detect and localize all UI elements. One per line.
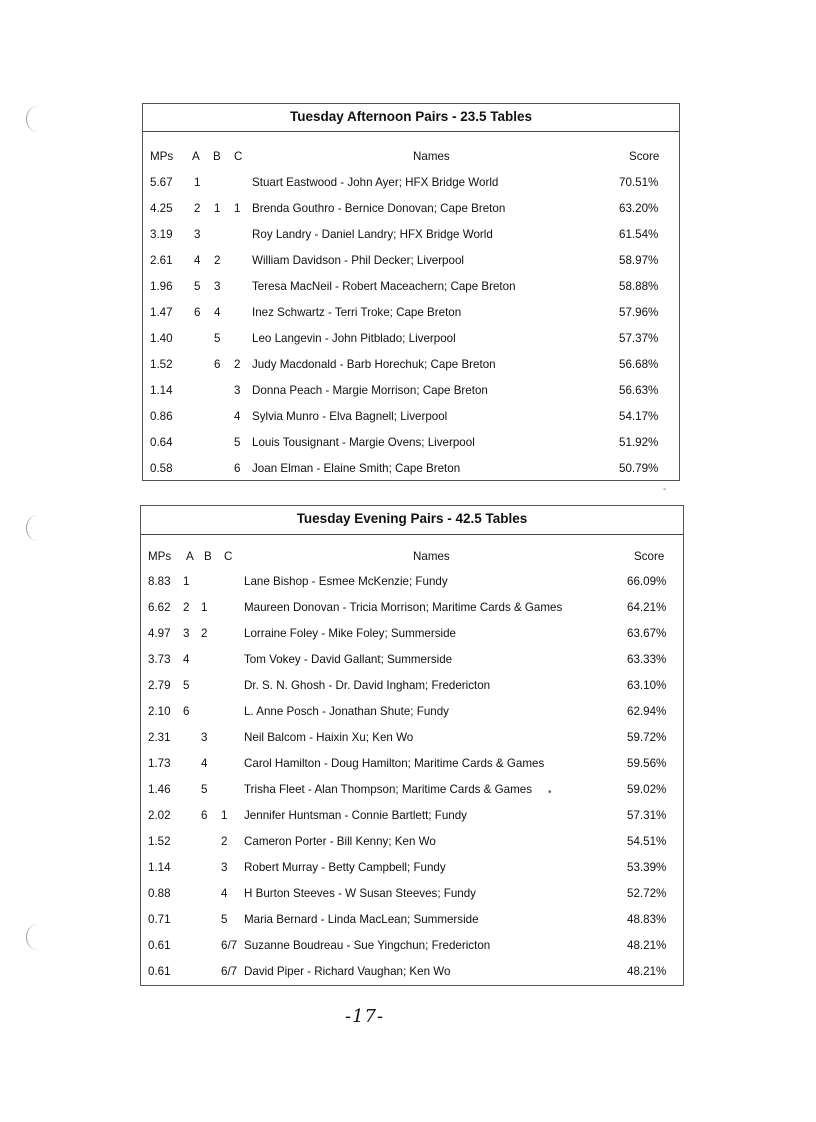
evening-result-row (141, 780, 683, 800)
b-rank-cell: 1 (214, 202, 221, 215)
score-cell: 58.97% (619, 254, 659, 267)
a-rank-cell: 5 (194, 280, 201, 293)
a-rank-cell: 4 (194, 254, 201, 267)
evening-result-row (141, 806, 683, 826)
b-rank-cell: 4 (214, 306, 221, 319)
afternoon-result-row (143, 173, 679, 193)
b-rank-cell: 6 (201, 809, 208, 822)
mps-cell: 1.96 (150, 280, 173, 293)
score-cell: 61.54% (619, 228, 659, 241)
evening-result-row (141, 884, 683, 904)
evening-title-rule (141, 534, 683, 535)
mps-cell: 2.10 (148, 705, 171, 718)
evening-title: Tuesday Evening Pairs - 42.5 Tables (296, 511, 528, 526)
a-rank-cell: 2 (194, 202, 201, 215)
c-rank-cell: 6 (234, 462, 241, 475)
c-rank-cell: 6/7 (221, 965, 238, 978)
score-cell: 57.31% (627, 809, 667, 822)
score-cell: 57.96% (619, 306, 659, 319)
afternoon-result-row (143, 407, 679, 427)
evening-results-panel (140, 505, 684, 986)
c-rank-cell: 3 (234, 384, 241, 397)
mps-cell: 1.73 (148, 757, 171, 770)
score-cell: 58.88% (619, 280, 659, 293)
afternoon-title: Tuesday Afternoon Pairs - 23.5 Tables (289, 109, 533, 124)
score-cell: 52.72% (627, 887, 667, 900)
b-rank-cell: 2 (201, 627, 208, 640)
c-rank-cell: 1 (234, 202, 241, 215)
evening-result-row (141, 962, 683, 982)
c-rank-cell: 5 (234, 436, 241, 449)
score-cell: 63.67% (627, 627, 667, 640)
b-header: B (204, 550, 212, 563)
mps-cell: 0.61 (148, 939, 171, 952)
names-header: Names (413, 150, 450, 163)
pair-names-cell: Louis Tousignant - Margie Ovens; Liverpool (252, 436, 475, 449)
c-rank-cell: 5 (221, 913, 228, 926)
score-cell: 59.72% (627, 731, 667, 744)
c-rank-cell: 1 (221, 809, 228, 822)
pair-names-cell: Brenda Gouthro - Bernice Donovan; Cape Breton (252, 202, 506, 215)
mps-cell: 6.62 (148, 601, 171, 614)
c-rank-cell: 3 (221, 861, 228, 874)
mps-cell: 2.79 (148, 679, 171, 692)
score-cell: 62.94% (627, 705, 667, 718)
c-rank-cell: 2 (221, 835, 228, 848)
b-rank-cell: 4 (201, 757, 208, 770)
b-rank-cell: 3 (214, 280, 221, 293)
score-cell: 64.21% (627, 601, 667, 614)
score-cell: 63.33% (627, 653, 667, 666)
pair-names-cell: Dr. S. N. Ghosh - Dr. David Ingham; Fredericton (244, 679, 491, 692)
mps-cell: 0.58 (150, 462, 173, 475)
mps-cell: 4.97 (148, 627, 171, 640)
punch-hole-top (26, 106, 49, 132)
c-rank-cell: 2 (234, 358, 241, 371)
pair-names-cell: Cameron Porter - Bill Kenny; Ken Wo (244, 835, 436, 848)
b-rank-cell: 5 (214, 332, 221, 345)
scan-speck: - (663, 484, 667, 495)
a-rank-cell: 3 (183, 627, 190, 640)
punch-hole-middle (26, 515, 49, 541)
afternoon-result-row (143, 277, 679, 297)
page-number: -17- (345, 1006, 385, 1027)
score-cell: 54.51% (627, 835, 667, 848)
a-rank-cell: 3 (194, 228, 201, 241)
a-rank-cell: 4 (183, 653, 190, 666)
punch-hole-bottom (26, 924, 49, 950)
pair-names-cell: David Piper - Richard Vaughan; Ken Wo (244, 965, 451, 978)
c-rank-cell: 4 (221, 887, 228, 900)
pair-names-cell: Joan Elman - Elaine Smith; Cape Breton (252, 462, 461, 475)
pair-names-cell: H Burton Steeves - W Susan Steeves; Fundy (244, 887, 476, 900)
score-cell: 66.09% (627, 575, 667, 588)
score-cell: 48.21% (627, 939, 667, 952)
a-rank-cell: 6 (183, 705, 190, 718)
mps-cell: 1.47 (150, 306, 173, 319)
a-rank-cell: 5 (183, 679, 190, 692)
afternoon-result-row (143, 251, 679, 271)
evening-result-row (141, 832, 683, 852)
b-header: B (213, 150, 221, 163)
mps-cell: 0.64 (150, 436, 173, 449)
mps-cell: 1.52 (148, 835, 171, 848)
a-header: A (192, 150, 200, 163)
mps-cell: 8.83 (148, 575, 171, 588)
mps-cell: 1.46 (148, 783, 171, 796)
evening-result-row (141, 676, 683, 696)
score-cell: 63.10% (627, 679, 667, 692)
afternoon-result-row (143, 329, 679, 349)
mps-cell: 0.71 (148, 913, 171, 926)
pair-names-cell: Carol Hamilton - Doug Hamilton; Maritime Cards & Games (244, 757, 545, 770)
evening-result-row (141, 858, 683, 878)
score-cell: 48.83% (627, 913, 667, 926)
pair-names-cell: Tom Vokey - David Gallant; Summerside (244, 653, 453, 666)
afternoon-result-row (143, 433, 679, 453)
mps-cell: 0.88 (148, 887, 171, 900)
pair-names-cell: Jennifer Huntsman - Connie Bartlett; Fundy (244, 809, 467, 822)
a-header: A (186, 550, 194, 563)
mps-cell: 4.25 (150, 202, 173, 215)
score-header: Score (629, 150, 660, 163)
afternoon-result-row (143, 225, 679, 245)
mps-cell: 1.14 (148, 861, 171, 874)
evening-result-row (141, 936, 683, 956)
pair-names-cell: Lorraine Foley - Mike Foley; Summerside (244, 627, 456, 640)
mps-cell: 3.19 (150, 228, 173, 241)
pair-names-cell: William Davidson - Phil Decker; Liverpool (252, 254, 464, 267)
pair-names-cell: Teresa MacNeil - Robert Maceachern; Cape Breton (252, 280, 516, 293)
mps-header: MPs (150, 150, 174, 163)
evening-result-row (141, 572, 683, 592)
score-cell: 57.37% (619, 332, 659, 345)
pair-names-cell: Suzanne Boudreau - Sue Yingchun; Fredericton (244, 939, 491, 952)
score-cell: 50.79% (619, 462, 659, 475)
b-rank-cell: 1 (201, 601, 208, 614)
pair-names-cell: Maria Bernard - Linda MacLean; Summerside (244, 913, 479, 926)
evening-result-row (141, 650, 683, 670)
a-rank-cell: 1 (194, 176, 201, 189)
score-cell: 56.63% (619, 384, 659, 397)
score-cell: 59.56% (627, 757, 667, 770)
score-cell: 63.20% (619, 202, 659, 215)
pair-names-cell: Maureen Donovan - Tricia Morrison; Maritime Cards & Games (244, 601, 563, 614)
afternoon-result-row (143, 199, 679, 219)
score-cell: 70.51% (619, 176, 659, 189)
c-rank-cell: 6/7 (221, 939, 238, 952)
evening-result-row (141, 598, 683, 618)
evening-result-row (141, 754, 683, 774)
evening-result-row (141, 624, 683, 644)
mps-header: MPs (148, 550, 172, 563)
score-cell: 56.68% (619, 358, 659, 371)
pair-names-cell: Trisha Fleet - Alan Thompson; Maritime Cards & Games (244, 783, 533, 796)
score-cell: 48.21% (627, 965, 667, 978)
a-rank-cell: 6 (194, 306, 201, 319)
pair-names-cell: Judy Macdonald - Barb Horechuk; Cape Breton (252, 358, 496, 371)
pair-names-cell: Lane Bishop - Esmee McKenzie; Fundy (244, 575, 448, 588)
c-header: C (234, 150, 243, 163)
score-cell: 53.39% (627, 861, 667, 874)
a-rank-cell: 2 (183, 601, 190, 614)
pair-names-cell: Stuart Eastwood - John Ayer; HFX Bridge World (252, 176, 499, 189)
evening-result-row (141, 702, 683, 722)
score-header: Score (634, 550, 665, 563)
pair-names-cell: Inez Schwartz - Terri Troke; Cape Breton (252, 306, 462, 319)
afternoon-header-row (143, 147, 679, 167)
afternoon-result-row (143, 459, 679, 479)
afternoon-result-row (143, 381, 679, 401)
scan-speck: • (548, 787, 552, 798)
pair-names-cell: Roy Landry - Daniel Landry; HFX Bridge World (252, 228, 493, 241)
c-rank-cell: 4 (234, 410, 241, 423)
mps-cell: 1.14 (150, 384, 173, 397)
pair-names-cell: L. Anne Posch - Jonathan Shute; Fundy (244, 705, 449, 718)
b-rank-cell: 6 (214, 358, 221, 371)
pair-names-cell: Sylvia Munro - Elva Bagnell; Liverpool (252, 410, 448, 423)
mps-cell: 2.02 (148, 809, 171, 822)
afternoon-result-row (143, 355, 679, 375)
pair-names-cell: Donna Peach - Margie Morrison; Cape Breton (252, 384, 488, 397)
afternoon-title-rule (143, 131, 679, 132)
b-rank-cell: 2 (214, 254, 221, 267)
score-cell: 54.17% (619, 410, 659, 423)
mps-cell: 5.67 (150, 176, 173, 189)
afternoon-result-row (143, 303, 679, 323)
mps-cell: 0.61 (148, 965, 171, 978)
a-rank-cell: 1 (183, 575, 190, 588)
names-header: Names (413, 550, 450, 563)
b-rank-cell: 3 (201, 731, 208, 744)
afternoon-results-panel (142, 103, 680, 481)
mps-cell: 2.61 (150, 254, 173, 267)
mps-cell: 1.40 (150, 332, 173, 345)
score-cell: 59.02% (627, 783, 667, 796)
mps-cell: 2.31 (148, 731, 171, 744)
score-cell: 51.92% (619, 436, 659, 449)
mps-cell: 0.86 (150, 410, 173, 423)
b-rank-cell: 5 (201, 783, 208, 796)
pair-names-cell: Robert Murray - Betty Campbell; Fundy (244, 861, 446, 874)
pair-names-cell: Neil Balcom - Haixin Xu; Ken Wo (244, 731, 414, 744)
mps-cell: 3.73 (148, 653, 171, 666)
evening-result-row (141, 910, 683, 930)
c-header: C (224, 550, 233, 563)
pair-names-cell: Leo Langevin - John Pitblado; Liverpool (252, 332, 456, 345)
evening-result-row (141, 728, 683, 748)
evening-header-row (141, 547, 683, 567)
mps-cell: 1.52 (150, 358, 173, 371)
